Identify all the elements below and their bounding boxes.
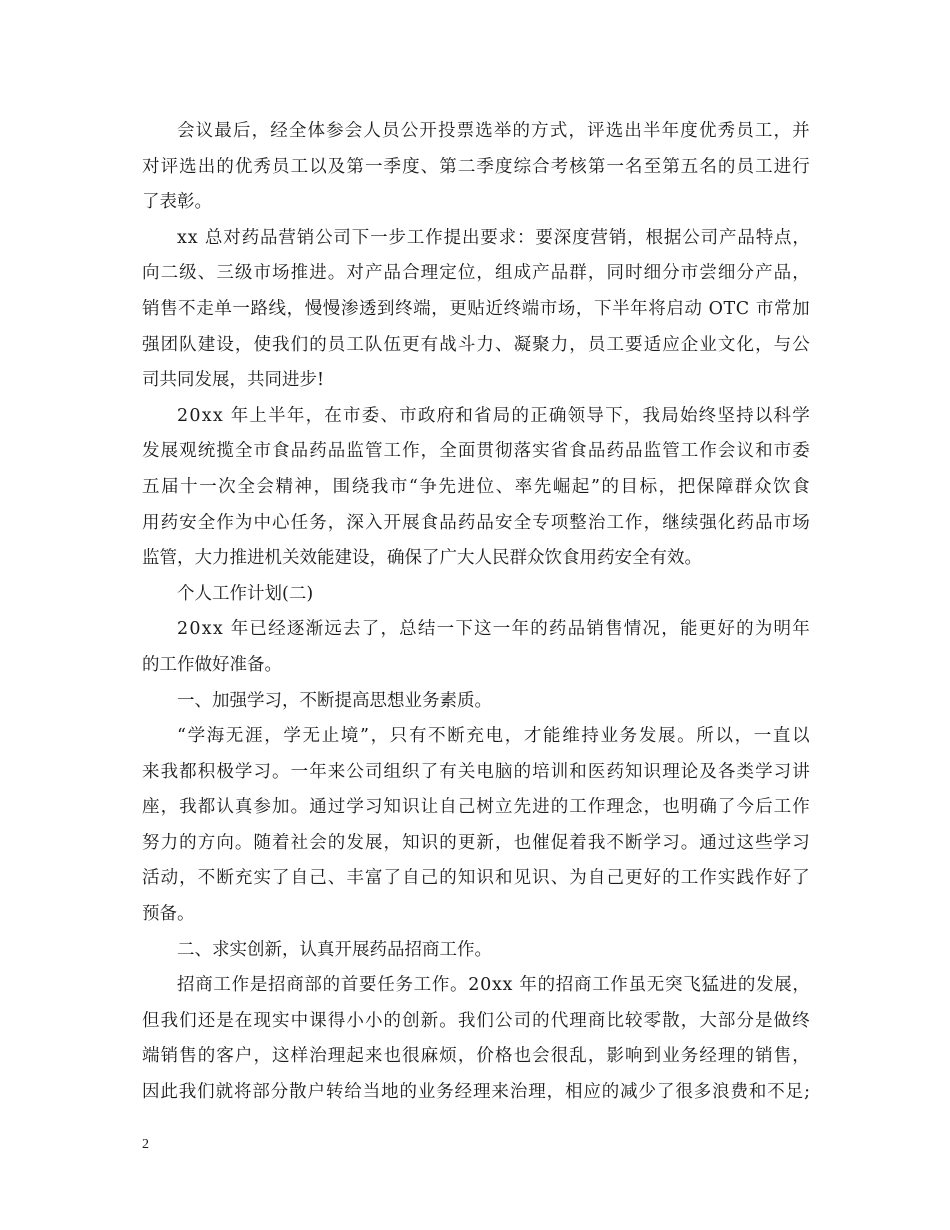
text-line: 因 此 我 们 就 将 部 分 散 户 转 给 当 地 的 业 务 经 理 来 治 理 ， 相 应 的 减 少 了 很 多 浪 费 和 不 足 ; <box>142 1082 810 1103</box>
document-body <box>142 114 810 1111</box>
text-line: 对 评 选 出 的 优 秀 员 工 以 及 第 一 季 度 、 第 二 季 度 综 合 考 核 第 一 名 至 第 五 名 的 员 工 进 行 <box>142 156 810 177</box>
text-line: “ 学 海 无 涯 ， 学 无 止 境 ” ， 只 有 不 断 充 电 ， 才 能 维 持 业 务 发 展 。 所 以 ， 一 直 以 <box>177 726 810 747</box>
text-line: 二、求实创新，认真开展药品招商工作。 <box>177 939 492 960</box>
text-line: 招 商 工 作 是 招 商 部 的 首 要 任 务 工 作 。 2 0 x x 年 的 招 商 工 作 虽 无 突 飞 猛 进 的 发 展 ， <box>177 975 810 996</box>
text-line: 发 展 观 统 揽 全 市 食 品 药 品 监 管 工 作 ， 全 面 贯 彻 落 实 省 食 品 药 品 监 管 工 作 会 议 和 市 委 <box>142 441 810 462</box>
text-line: 一、加强学习，不断提高思想业务素质。 <box>177 690 492 711</box>
text-line: 司共同发展，共同进步! <box>142 370 325 391</box>
text-line: 努 力 的 方 向 。 随 着 社 会 的 发 展 ， 知 识 的 更 新 ， 也 催 促 着 我 不 断 学 习 。 通 过 这 些 学 习 <box>142 832 810 853</box>
text-line: 2 0 x x 年 已 经 逐 渐 远 去 了 ， 总 结 一 下 这 一 年 的 药 品 销 售 情 况 ， 能 更 好 的 为 明 年 <box>177 619 810 640</box>
text-line: 预备。 <box>142 904 195 925</box>
text-line: 端 销 售 的 客 户 ， 这 样 治 理 起 来 也 很 麻 烦 ， 价 格 也 会 很 乱 ， 影 响 到 业 务 经 理 的 销 售 ， <box>142 1046 810 1067</box>
text-line: 五 届 十 一 次 全 会 精 神 ， 围 绕 我 市 “ 争 先 进 位 、 率 先 崛 起 ” 的 目 标 ， 把 保 障 群 众 饮 食 <box>142 476 810 497</box>
text-line: 活 动 ， 不 断 充 实 了 自 己 、 丰 富 了 自 己 的 知 识 和 见 识 、 为 自 己 更 好 的 工 作 实 践 作 好 了 <box>142 868 810 889</box>
text-line: 向 二 级 、 三 级 市 场 推 进 。 对 产 品 合 理 定 位 ， 组 成 产 品 群 ， 同 时 细 分 市 尝 细 分 产 品 ， <box>142 263 810 284</box>
text-line: 但 我 们 还 是 在 现 实 中 课 得 小 小 的 创 新 。 我 们 公 司 的 代 理 商 比 较 零 散 ， 大 部 分 是 做 终 <box>142 1010 810 1031</box>
text-line: 强 团 队 建 设 ， 使 我 们 的 员 工 队 伍 更 有 战 斗 力 、 凝 聚 力 ， 员 工 要 适 应 企 业 文 化 ， 与 公 <box>142 334 810 355</box>
text-line: 座 ， 我 都 认 真 参 加 。 通 过 学 习 知 识 让 自 己 树 立 先 进 的 工 作 理 念 ， 也 明 确 了 今 后 工 作 <box>142 797 810 818</box>
text-line: 2 0 x x 年 上 半 年 ， 在 市 委 、 市 政 府 和 省 局 的 正 确 领 导 下 ， 我 局 始 终 坚 持 以 科 学 <box>177 405 810 426</box>
text-line: 会 议 最 后 ， 经 全 体 参 会 人 员 公 开 投 票 选 举 的 方 式 ， 评 选 出 半 年 度 优 秀 员 工 ， 并 <box>177 121 810 141</box>
text-line: 用 药 安 全 作 为 中 心 任 务 ， 深 入 开 展 食 品 药 品 安 全 专 项 整 治 工 作 ， 继 续 强 化 药 品 市 场 <box>142 512 810 533</box>
text-line: x x 总 对 药 品 营 销 公 司 下 一 步 工 作 提 出 要 求 ： 要 深 度 营 销 ， 根 据 公 司 产 品 特 点 ， <box>177 227 810 248</box>
page-number: 2 <box>142 1137 149 1152</box>
text-line: 监管，大力推进机关效能建设，确保了广大人民群众饮食用药安全有效。 <box>142 548 702 569</box>
text-line: 销 售 不 走 单 一 路 线 ， 慢 慢 渗 透 到 终 端 ， 更 贴 近 终 端 市 场 ， 下 半 年 将 启 动 O T C 市 常 加 <box>142 298 810 319</box>
text-line: 了表彰。 <box>142 192 212 213</box>
text-line: 个人工作计划(二) <box>177 583 314 604</box>
text-line: 的工作做好准备。 <box>142 654 282 675</box>
text-line: 来 我 都 积 极 学 习 。 一 年 来 公 司 组 织 了 有 关 电 脑 的 培 训 和 医 药 知 识 理 论 及 各 类 学 习 讲 <box>142 761 810 782</box>
